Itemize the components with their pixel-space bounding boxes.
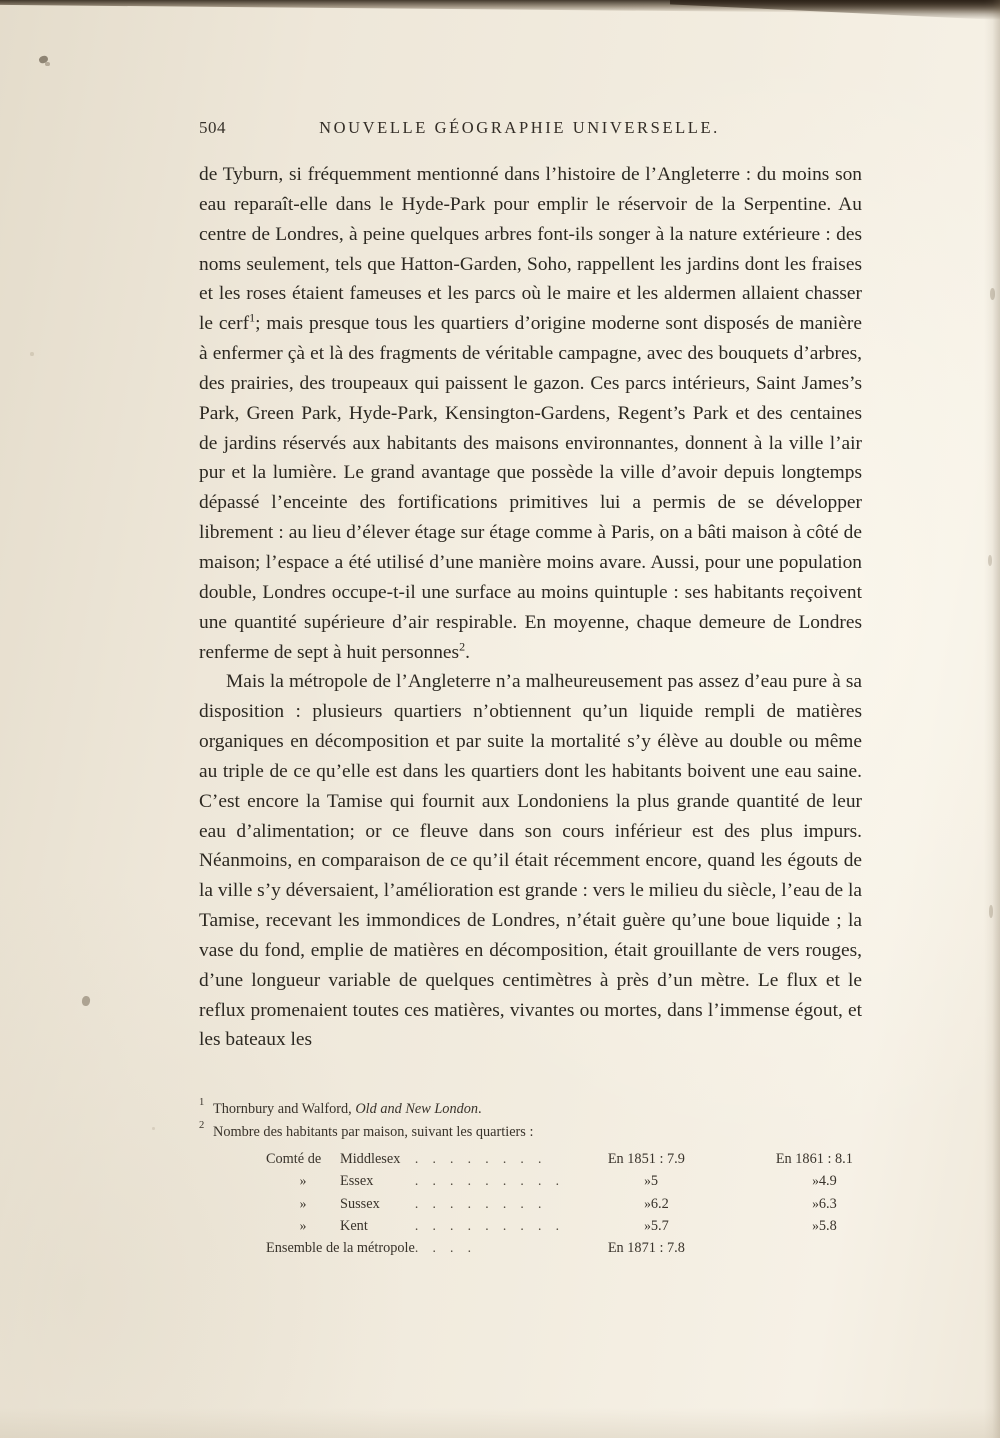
ditto-mark: » [812, 1173, 819, 1189]
running-head [199, 118, 839, 138]
paragraph-1-part2: ; mais presque tous les quartiers d’origine moderne sont disposés de manière à enfermer çà et là des fragments de véritable campagne, avec des bouquets d’arbres, des prairies, des troupeaux qui paissent le gazon. Ces parcs intérieurs, Saint James’s Park, Green Park, Hyde-Park, Kensington-Gardens, Regent’s Park et des centaines de jardins réservés aux habitants des maisons environnantes, donnent à la ville l’air pur et la lumière. Le grand avantage que possède la ville d’avoir depuis longtemps dépassé l’enceinte des fortifications primitives lui a permis de se développer librement : au lieu d’élever étage sur étage comme à Paris, on a bâti maison à côté de maison; l’espace a été utilisé d’une manière moins avare. Aussi, pour une population double, Londres occupe-t-il une surface au moins quintuple : ses habitants reçoivent une quantité supérieure d’air respirable. En moyenne, chaque demeure de Londres renferme de sept à huit personnes [199, 313, 862, 663]
value: 5.8 [818, 1217, 837, 1234]
row-county-name: Middlesex [340, 1151, 401, 1168]
row-value-1851 [565, 1193, 685, 1215]
footnote-2: 2 Nombre des habitants par maison, suivant les quartiers : [199, 1119, 534, 1140]
footnote-ref-2[interactable]: 2 [459, 639, 466, 654]
row-value-1861 [685, 1170, 853, 1192]
value: 5.7 [650, 1217, 669, 1234]
row-county-name: Essex [340, 1173, 374, 1190]
inhabitants-per-house-table [266, 1148, 853, 1259]
table-row [266, 1215, 853, 1237]
row-county-name: Sussex [340, 1195, 380, 1212]
ditto-mark: » [812, 1195, 819, 1211]
running-head-title: NOUVELLE GÉOGRAPHIE UNIVERSELLE. [319, 118, 720, 137]
row-label-prefix: » [299, 1195, 307, 1211]
leader-dots: . . . . . . . . . [414, 1173, 565, 1189]
row-value-1861: En 1861 : 8.1 [775, 1151, 853, 1168]
table-row [266, 1170, 853, 1192]
page-number: 504 [199, 118, 226, 137]
footnote-1-text: Thornbury and Walford, [213, 1101, 356, 1117]
row-value-1851 [565, 1215, 685, 1237]
paragraph-1-end: . [465, 641, 470, 663]
value: 6.3 [818, 1195, 837, 1212]
footnote-ref-1[interactable]: 1 [249, 310, 256, 325]
table-row [266, 1193, 853, 1215]
row-value-1851 [565, 1170, 685, 1192]
leader-dots: . . . . . . . . . [414, 1217, 565, 1233]
total-value-empty [685, 1237, 853, 1259]
total-value-1871: En 1871 : 7.8 [607, 1240, 685, 1256]
leader-dots: . . . . . . . . [414, 1151, 547, 1167]
ditto-mark: » [812, 1217, 819, 1233]
row-value-1861 [685, 1215, 853, 1237]
table-total-row [266, 1237, 853, 1259]
row-value-1861 [685, 1193, 853, 1215]
footnote-2-text: Nombre des habitants par maison, suivant les quartiers : [213, 1123, 534, 1140]
value: 4.9 [818, 1173, 837, 1190]
ditto-mark: » [644, 1217, 651, 1233]
row-value-1851: En 1851 : 7.9 [607, 1151, 685, 1168]
ditto-mark: » [644, 1195, 651, 1211]
value: 5 [650, 1173, 659, 1190]
footnote-1-text-end: . [478, 1101, 482, 1117]
table-row [266, 1148, 853, 1170]
leader-dots: . . . . [414, 1240, 477, 1255]
leader-dots: . . . . . . . . [414, 1195, 547, 1211]
paragraph-1-part1: de Tyburn, si fréquemment mentionné dans l’histoire de l’Angleterre : du moins son eau reparaît-elle dans le Hyde-Park pour emplir le réservoir de la Serpentine. Au centre de Londres, à peine quelques arbres font-ils songer à la nature extérieure : des noms seulement, tels que Hatton-Garden, Soho, rappellent les jardins dont les fraises et les roses étaient fameuses et les parcs où le maire et les aldermen allaient chasser le cerf [199, 164, 862, 335]
row-label-prefix: » [299, 1173, 307, 1189]
footnotes-block [199, 1098, 862, 1259]
row-label-prefix: Comté de [266, 1151, 322, 1168]
footnote-1-book-title: Old and New London [355, 1101, 479, 1117]
footnote-1: 1 Thornbury and Walford, Old and New London. [199, 1097, 482, 1117]
ditto-mark: » [644, 1173, 651, 1189]
value: 6.2 [650, 1195, 669, 1212]
row-county-name: Kent [340, 1217, 368, 1234]
total-row-label: Ensemble de la métropole [266, 1240, 415, 1256]
body-text [199, 160, 862, 1055]
table-body [266, 1148, 853, 1259]
paragraph-1 [199, 160, 862, 667]
row-label-prefix: » [299, 1217, 307, 1233]
paragraph-2: Mais la métropole de l’Angleterre n’a malheureusement pas assez d’eau pure à sa disposition : plusieurs quartiers n’obtiennent qu’un liquide rempli de matières organiques en décomposition et par suite la mortalité s’y élève au double ou même au triple de ce qu’elle est dans les quartiers dont les habitants boivent une eau saine. C’est encore la Tamise qui fournit aux Londoniens la plus grande quantité de leur eau d’alimentation; or ce fleuve dans son cours inférieur est des plus impurs. Néanmoins, en comparaison de ce qu’il était récemment encore, quand les égouts de la ville s’y déversaient, l’amélioration est grande : vers le milieu du siècle, l’eau de la Tamise, recevant les immondices de Londres, n’était guère qu’une boue liquide ; la vase du fond, emplie de matières en décomposition, était grouillante de vers rouges, d’une longueur variable de quelques centimètres à près d’un mètre. Le flux et le reflux promenaient toutes ces matières, vivantes ou mortes, dans l’immense égout, et les bateaux les [199, 671, 862, 1051]
